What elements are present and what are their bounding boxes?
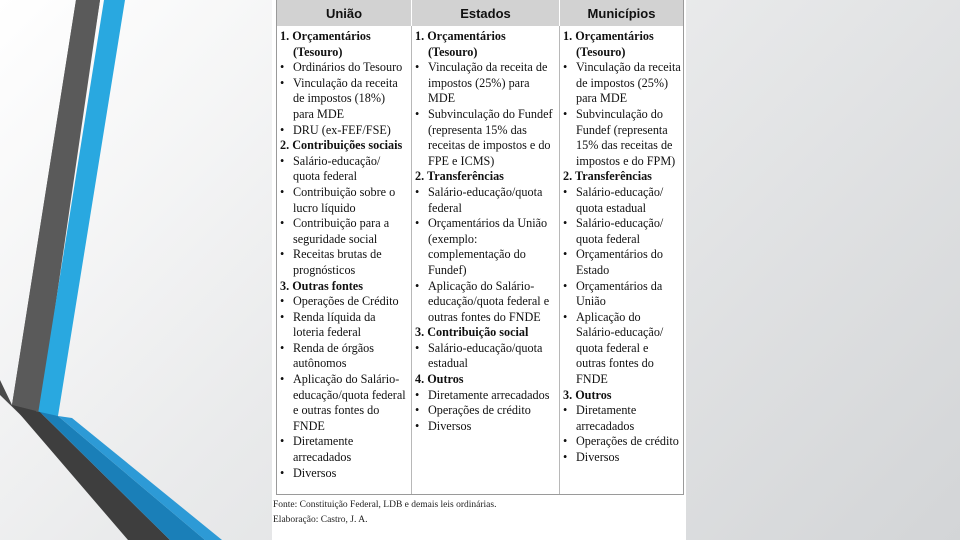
section-heading: 4. Outros [415, 372, 464, 387]
list-item: • Contribuição sobre o lucro líquido [280, 185, 409, 216]
list-item: • Diretamente arrecadados [563, 403, 681, 434]
column-municipios [559, 26, 683, 494]
list-item: • Operações de crédito [415, 403, 557, 419]
list-item: • Diretamente arrecadados [280, 434, 409, 465]
section-heading: 2. Transferências [415, 169, 504, 184]
table-body [277, 26, 683, 494]
list-item: • Aplicação do Salário-educação/quota federal e outras fontes do FNDE [280, 372, 409, 434]
list-item: • Vinculação da receita de impostos (18%) para MDE [280, 76, 409, 123]
list-item: • Salário-educação/quota estadual [415, 341, 557, 372]
list-item: • Aplicação do Salário-educação/ quota federal e outras fontes do FNDE [563, 310, 681, 388]
section-heading: 2. Contribuições sociais [280, 138, 403, 153]
list-item: • Diretamente arrecadados [415, 388, 557, 404]
elaboration-note: Elaboração: Castro, J. A. [273, 515, 368, 525]
section-heading: 3. Outras fontes [280, 278, 363, 293]
bottom-dark-band [12, 405, 170, 540]
section-heading: 2. Transferências [563, 169, 652, 184]
section-heading: 1. Orçamentários (Tesouro) [280, 29, 371, 59]
source-note: Fonte: Constituição Federal, LDB e demais leis ordinárias. [273, 500, 497, 510]
header-estados: Estados [411, 0, 559, 26]
list-item: • Salário-educação/ quota federal [563, 216, 681, 247]
funding-sources-table [276, 0, 684, 495]
list-item: • Renda de órgãos autônomos [280, 341, 409, 372]
list-item: • Diversos [563, 450, 681, 466]
list-item: • Orçamentários da União [563, 279, 681, 310]
list-item: • Contribuição para a seguridade social [280, 216, 409, 247]
header-uniao: União [325, 5, 363, 21]
header-municipios: Municípios [559, 0, 683, 26]
column-estados [411, 26, 559, 494]
table-header [277, 0, 683, 26]
list-item: • Vinculação da receita de impostos (25%) para MDE [415, 60, 557, 107]
list-item: • Vinculação da receita de impostos (25%) para MDE [563, 60, 681, 107]
list-item: • Orçamentários da União (exemplo: complementação do Fundef) [415, 216, 557, 278]
list-item: • Operações de crédito [563, 434, 681, 450]
list-item: • Orçamentários do Estado [563, 247, 681, 278]
document-image [272, 0, 686, 540]
list-item: • Ordinários do Tesouro [280, 60, 409, 76]
list-item: • Salário-educação/ quota estadual [563, 185, 681, 216]
list-item: • Diversos [415, 419, 557, 435]
list-item: • Subvinculação do Fundef (representa 15% das receitas de impostos e do FPM) [563, 107, 681, 169]
section-heading: 1. Orçamentários (Tesouro) [563, 29, 654, 59]
list-item: • Salário-educação/quota federal [415, 185, 557, 216]
list-item: • DRU (ex-FEF/FSE) [280, 123, 409, 139]
list-item: • Operações de Crédito [280, 294, 409, 310]
list-item: • Renda líquida da loteria federal [280, 310, 409, 341]
list-item: • Diversos [280, 466, 409, 482]
list-item: • Subvinculação do Fundef (representa 15% das receitas de impostos e do FPE e ICMS) [415, 107, 557, 169]
list-item: • Receitas brutas de prognósticos [280, 247, 409, 278]
list-item: • Aplicação do Salário-educação/quota federal e outras fontes do FNDE [415, 279, 557, 326]
column-uniao [277, 26, 411, 494]
section-heading: 3. Outros [563, 387, 612, 402]
list-item: • Salário-educação/ quota federal [280, 154, 409, 185]
section-heading: 1. Orçamentários (Tesouro) [415, 29, 506, 59]
section-heading: 3. Contribuição social [415, 325, 529, 340]
